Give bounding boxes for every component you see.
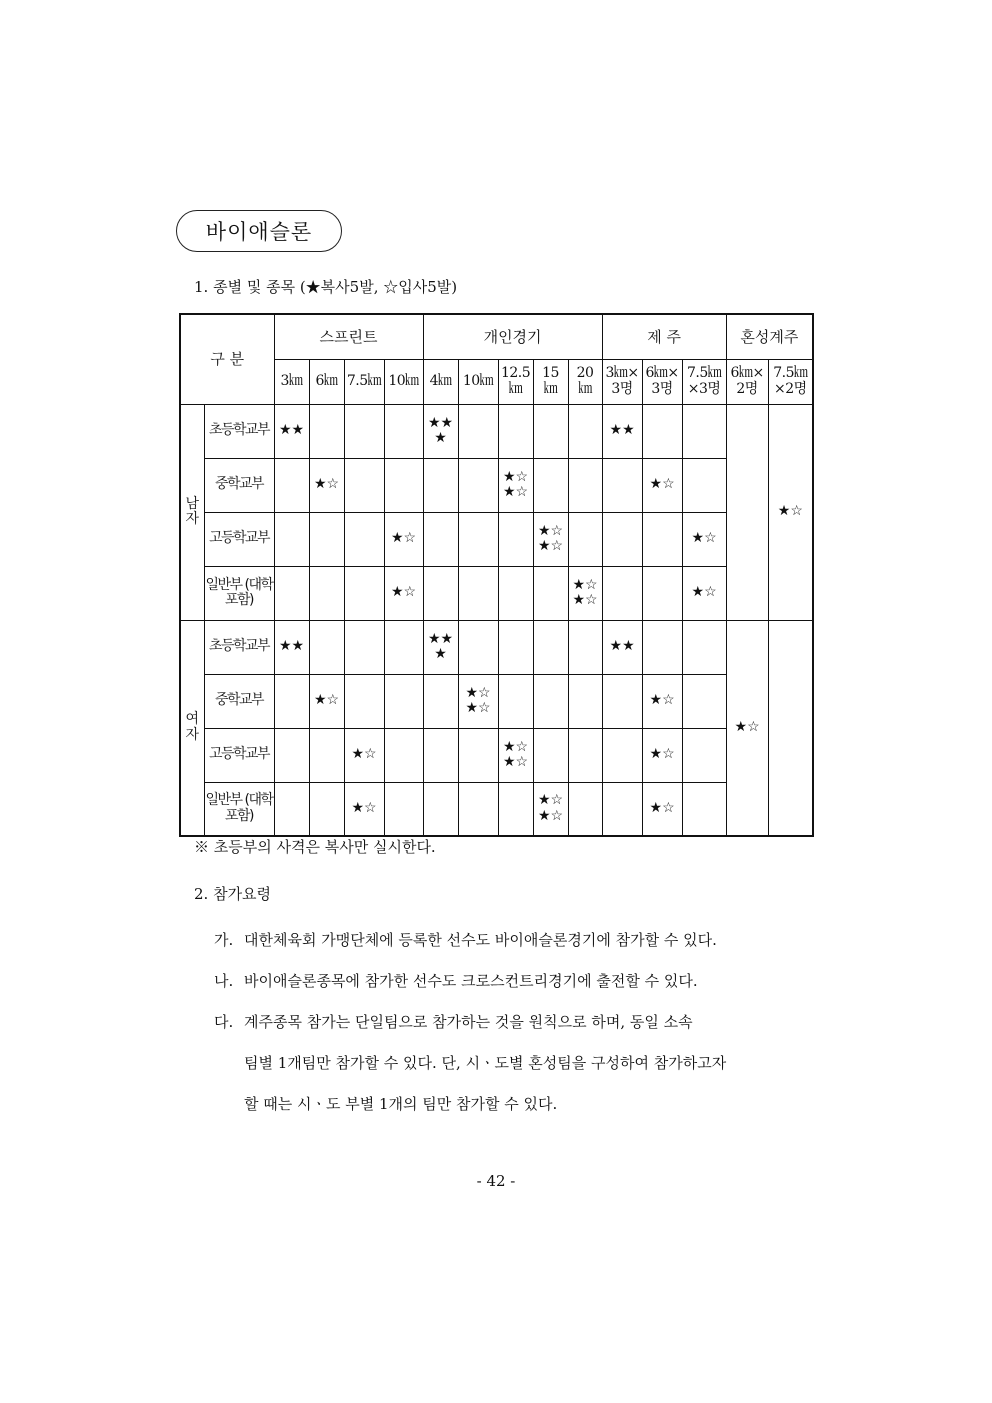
category-label: 중학교부 bbox=[204, 674, 274, 728]
event-cell bbox=[642, 782, 682, 836]
table-row bbox=[180, 782, 813, 836]
event-cell bbox=[533, 620, 568, 674]
event-cell bbox=[642, 512, 682, 566]
event-cell bbox=[274, 674, 309, 728]
event-cell bbox=[384, 674, 423, 728]
female-label bbox=[180, 620, 204, 836]
event-cell bbox=[274, 620, 309, 674]
event-cell bbox=[602, 458, 642, 512]
marksman-stars: ★☆ bbox=[572, 592, 598, 608]
distance-header: 15 ㎞ bbox=[533, 359, 568, 404]
event-cell bbox=[498, 620, 533, 674]
distance-header: 10㎞ bbox=[458, 359, 498, 404]
category-label: 고등학교부 bbox=[204, 728, 274, 782]
event-cell bbox=[309, 728, 344, 782]
mixed-relay-6km-cell: ★☆ bbox=[726, 620, 768, 836]
participation-rules bbox=[214, 920, 814, 1125]
marksman-stars: ★★ bbox=[609, 638, 635, 655]
mixed-relay-7-5km-cell bbox=[768, 620, 813, 836]
rule-text bbox=[244, 1002, 814, 1125]
event-cell bbox=[568, 404, 602, 458]
event-cell bbox=[423, 674, 458, 728]
marksman-stars: ★☆ bbox=[351, 746, 377, 763]
marksman-stars: ★★ bbox=[427, 630, 454, 647]
event-cell bbox=[274, 566, 309, 620]
category-label: 일반부 (대학 포함) bbox=[204, 782, 274, 836]
marksman-stars: ★☆ bbox=[537, 792, 564, 809]
marksman-stars: ★☆ bbox=[537, 538, 564, 554]
event-cell bbox=[602, 566, 642, 620]
female-label-char-2: 자 bbox=[185, 726, 200, 743]
event-cell bbox=[423, 404, 458, 458]
section1-heading: 1. 종별 및 종목 (★복사5발, ☆입사5발) bbox=[194, 278, 458, 296]
event-cell bbox=[423, 728, 458, 782]
marksman-stars: ★☆ bbox=[313, 476, 340, 493]
event-cell bbox=[602, 782, 642, 836]
marksman-stars: ★☆ bbox=[465, 700, 491, 716]
marksman-stars: ★☆ bbox=[502, 754, 529, 770]
rule-line: 계주종목 참가는 단일팀으로 참가하는 것을 원칙으로 하며, 동일 소속 bbox=[244, 1013, 693, 1031]
table-row bbox=[180, 674, 813, 728]
rule-marker: 가. bbox=[214, 931, 234, 949]
event-cell bbox=[344, 458, 384, 512]
event-cell bbox=[309, 404, 344, 458]
event-cell bbox=[384, 512, 423, 566]
distance-header-row bbox=[180, 359, 813, 404]
male-label bbox=[180, 404, 204, 620]
event-cell bbox=[384, 620, 423, 674]
mixed-relay-6km-cell bbox=[726, 404, 768, 620]
category-label: 고등학교부 bbox=[204, 512, 274, 566]
marksman-stars: ★★ bbox=[278, 638, 305, 655]
rule-line: 할 때는 시ㆍ도 부별 1개의 팀만 참가할 수 있다. bbox=[244, 1095, 558, 1113]
event-cell bbox=[533, 512, 568, 566]
distance-header: 6㎞ bbox=[309, 359, 344, 404]
category-label: 일반부 (대학 포함) bbox=[204, 566, 274, 620]
event-cell bbox=[682, 620, 726, 674]
event-cell bbox=[458, 620, 498, 674]
category-label: 초등학교부 bbox=[204, 620, 274, 674]
event-cell bbox=[642, 458, 682, 512]
table-corner-header: 구 분 bbox=[180, 314, 274, 404]
event-cell bbox=[682, 404, 726, 458]
marksman-stars: ★★ bbox=[609, 422, 635, 439]
event-cell bbox=[309, 458, 344, 512]
event-cell bbox=[309, 674, 344, 728]
distance-header: 7.5㎞ bbox=[344, 359, 384, 404]
event-cell bbox=[423, 458, 458, 512]
group-header-sprint: 스프린트 bbox=[274, 314, 423, 359]
event-cell bbox=[498, 674, 533, 728]
event-cell bbox=[498, 404, 533, 458]
category-label: 초등학교부 bbox=[204, 404, 274, 458]
distance-header: 7.5㎞ ×3명 bbox=[682, 359, 726, 404]
event-cell bbox=[533, 458, 568, 512]
event-cell bbox=[682, 674, 726, 728]
event-cell bbox=[384, 458, 423, 512]
event-cell bbox=[423, 620, 458, 674]
marksman-stars: ★☆ bbox=[649, 800, 675, 817]
event-cell bbox=[458, 566, 498, 620]
event-cell bbox=[602, 620, 642, 674]
marksman-stars: ★☆ bbox=[502, 468, 529, 485]
event-cell bbox=[458, 404, 498, 458]
rule-line: 팀별 1개팀만 참가할 수 있다. 단, 시ㆍ도별 혼성팀을 구성하여 참가하고자 bbox=[244, 1054, 727, 1072]
event-cell bbox=[423, 566, 458, 620]
marksman-stars: ★☆ bbox=[351, 800, 377, 817]
event-cell bbox=[533, 782, 568, 836]
marksman-stars: ★☆ bbox=[502, 738, 529, 755]
marksman-stars: ★☆ bbox=[649, 476, 675, 493]
marksman-stars: ★☆ bbox=[390, 584, 417, 601]
event-cell bbox=[682, 782, 726, 836]
page-number: - 42 - bbox=[476, 1172, 516, 1190]
event-cell bbox=[458, 728, 498, 782]
event-cell bbox=[642, 404, 682, 458]
event-cell bbox=[498, 782, 533, 836]
event-cell bbox=[682, 566, 726, 620]
distance-header: 6㎞× 2명 bbox=[726, 359, 768, 404]
event-cell bbox=[498, 728, 533, 782]
rule-marker: 다. bbox=[214, 1013, 234, 1031]
rule-text bbox=[244, 920, 814, 961]
group-header-mixed-relay: 혼성계주 bbox=[726, 314, 813, 359]
event-cell bbox=[568, 674, 602, 728]
marksman-stars: ★☆ bbox=[691, 530, 717, 547]
table-row bbox=[180, 458, 813, 512]
event-cell bbox=[602, 512, 642, 566]
event-cell bbox=[568, 782, 602, 836]
marksman-stars: ★☆ bbox=[572, 576, 598, 593]
event-cell bbox=[344, 620, 384, 674]
event-cell bbox=[458, 512, 498, 566]
table-row bbox=[180, 566, 813, 620]
page-title: 바이애슬론 bbox=[205, 220, 313, 244]
event-cell bbox=[498, 458, 533, 512]
distance-header: 12.5 ㎞ bbox=[498, 359, 533, 404]
distance-header: 10㎞ bbox=[384, 359, 423, 404]
table-row bbox=[180, 404, 813, 458]
event-cell bbox=[642, 620, 682, 674]
event-cell bbox=[384, 404, 423, 458]
marksman-stars: ★☆ bbox=[537, 807, 564, 824]
rule-marker: 나. bbox=[214, 972, 234, 990]
event-cell bbox=[274, 728, 309, 782]
table-row bbox=[180, 728, 813, 782]
table-row bbox=[180, 620, 813, 674]
table-row bbox=[180, 512, 813, 566]
rule-item bbox=[214, 1002, 814, 1125]
event-cell bbox=[344, 674, 384, 728]
rule-text bbox=[244, 961, 814, 1002]
event-cell bbox=[568, 620, 602, 674]
event-cell bbox=[458, 674, 498, 728]
event-cell bbox=[274, 782, 309, 836]
marksman-stars: ★☆ bbox=[313, 692, 340, 709]
event-cell bbox=[682, 458, 726, 512]
distance-header: 6㎞× 3명 bbox=[642, 359, 682, 404]
rule-line: 바이애슬론종목에 참가한 선수도 크로스컨트리경기에 출전할 수 있다. bbox=[244, 972, 698, 990]
event-cell bbox=[458, 782, 498, 836]
event-table bbox=[179, 313, 814, 837]
event-cell bbox=[682, 728, 726, 782]
event-cell bbox=[344, 566, 384, 620]
rule-item bbox=[214, 920, 814, 961]
event-cell bbox=[602, 404, 642, 458]
event-cell bbox=[344, 512, 384, 566]
marksman-stars: ★☆ bbox=[649, 692, 675, 709]
distance-header: 7.5㎞ ×2명 bbox=[768, 359, 813, 404]
event-cell bbox=[568, 512, 602, 566]
marksman-stars: ★☆ bbox=[465, 684, 491, 701]
section-title-box bbox=[176, 210, 342, 252]
event-cell bbox=[682, 512, 726, 566]
marksman-stars: ★☆ bbox=[537, 522, 564, 539]
event-cell bbox=[423, 512, 458, 566]
event-cell bbox=[274, 458, 309, 512]
event-cell bbox=[384, 782, 423, 836]
rule-line: 대한체육회 가맹단체에 등록한 선수도 바이애슬론경기에 참가할 수 있다. bbox=[244, 931, 717, 949]
male-label-char-1: 남 bbox=[185, 495, 200, 512]
group-header-individual: 개인경기 bbox=[423, 314, 602, 359]
event-cell bbox=[568, 458, 602, 512]
distance-header: 4㎞ bbox=[423, 359, 458, 404]
event-cell bbox=[309, 620, 344, 674]
event-cell bbox=[533, 566, 568, 620]
marksman-stars: ★☆ bbox=[502, 484, 529, 500]
section2-heading: 2. 참가요령 bbox=[194, 885, 272, 903]
distance-header: 3㎞ bbox=[274, 359, 309, 404]
event-cell bbox=[344, 782, 384, 836]
distance-header: 20 ㎞ bbox=[568, 359, 602, 404]
group-header-relay: 제 주 bbox=[602, 314, 726, 359]
event-cell bbox=[498, 566, 533, 620]
event-cell bbox=[309, 566, 344, 620]
event-cell bbox=[533, 674, 568, 728]
event-cell bbox=[533, 728, 568, 782]
mixed-relay-7-5km-cell: ★☆ bbox=[768, 404, 813, 620]
marksman-stars: ★★ bbox=[278, 422, 305, 439]
marksman-stars: ★ bbox=[434, 430, 447, 446]
event-cell bbox=[568, 566, 602, 620]
category-label: 중학교부 bbox=[204, 458, 274, 512]
event-cell bbox=[498, 512, 533, 566]
marksman-stars: ★☆ bbox=[390, 530, 417, 547]
event-cell bbox=[458, 458, 498, 512]
marksman-stars: ★☆ bbox=[691, 584, 717, 601]
marksman-stars: ★☆ bbox=[649, 746, 675, 763]
event-cell bbox=[384, 566, 423, 620]
male-label-char-2: 자 bbox=[185, 511, 200, 527]
event-cell bbox=[309, 782, 344, 836]
event-cell bbox=[642, 566, 682, 620]
event-cell bbox=[602, 674, 642, 728]
event-cell bbox=[384, 728, 423, 782]
event-cell bbox=[423, 782, 458, 836]
event-cell bbox=[533, 404, 568, 458]
event-cell bbox=[642, 728, 682, 782]
event-cell bbox=[309, 512, 344, 566]
event-cell bbox=[274, 404, 309, 458]
distance-header: 3㎞× 3명 bbox=[602, 359, 642, 404]
event-cell bbox=[344, 728, 384, 782]
marksman-stars: ★★ bbox=[427, 414, 454, 431]
marksman-stars: ★ bbox=[434, 646, 447, 662]
event-cell bbox=[344, 404, 384, 458]
event-cell bbox=[602, 728, 642, 782]
female-label-char-1: 여 bbox=[185, 711, 200, 728]
event-cell bbox=[568, 728, 602, 782]
table-note: ※ 초등부의 사격은 복사만 실시한다. bbox=[194, 838, 436, 856]
rule-item bbox=[214, 961, 814, 1002]
event-cell bbox=[642, 674, 682, 728]
event-cell bbox=[274, 512, 309, 566]
